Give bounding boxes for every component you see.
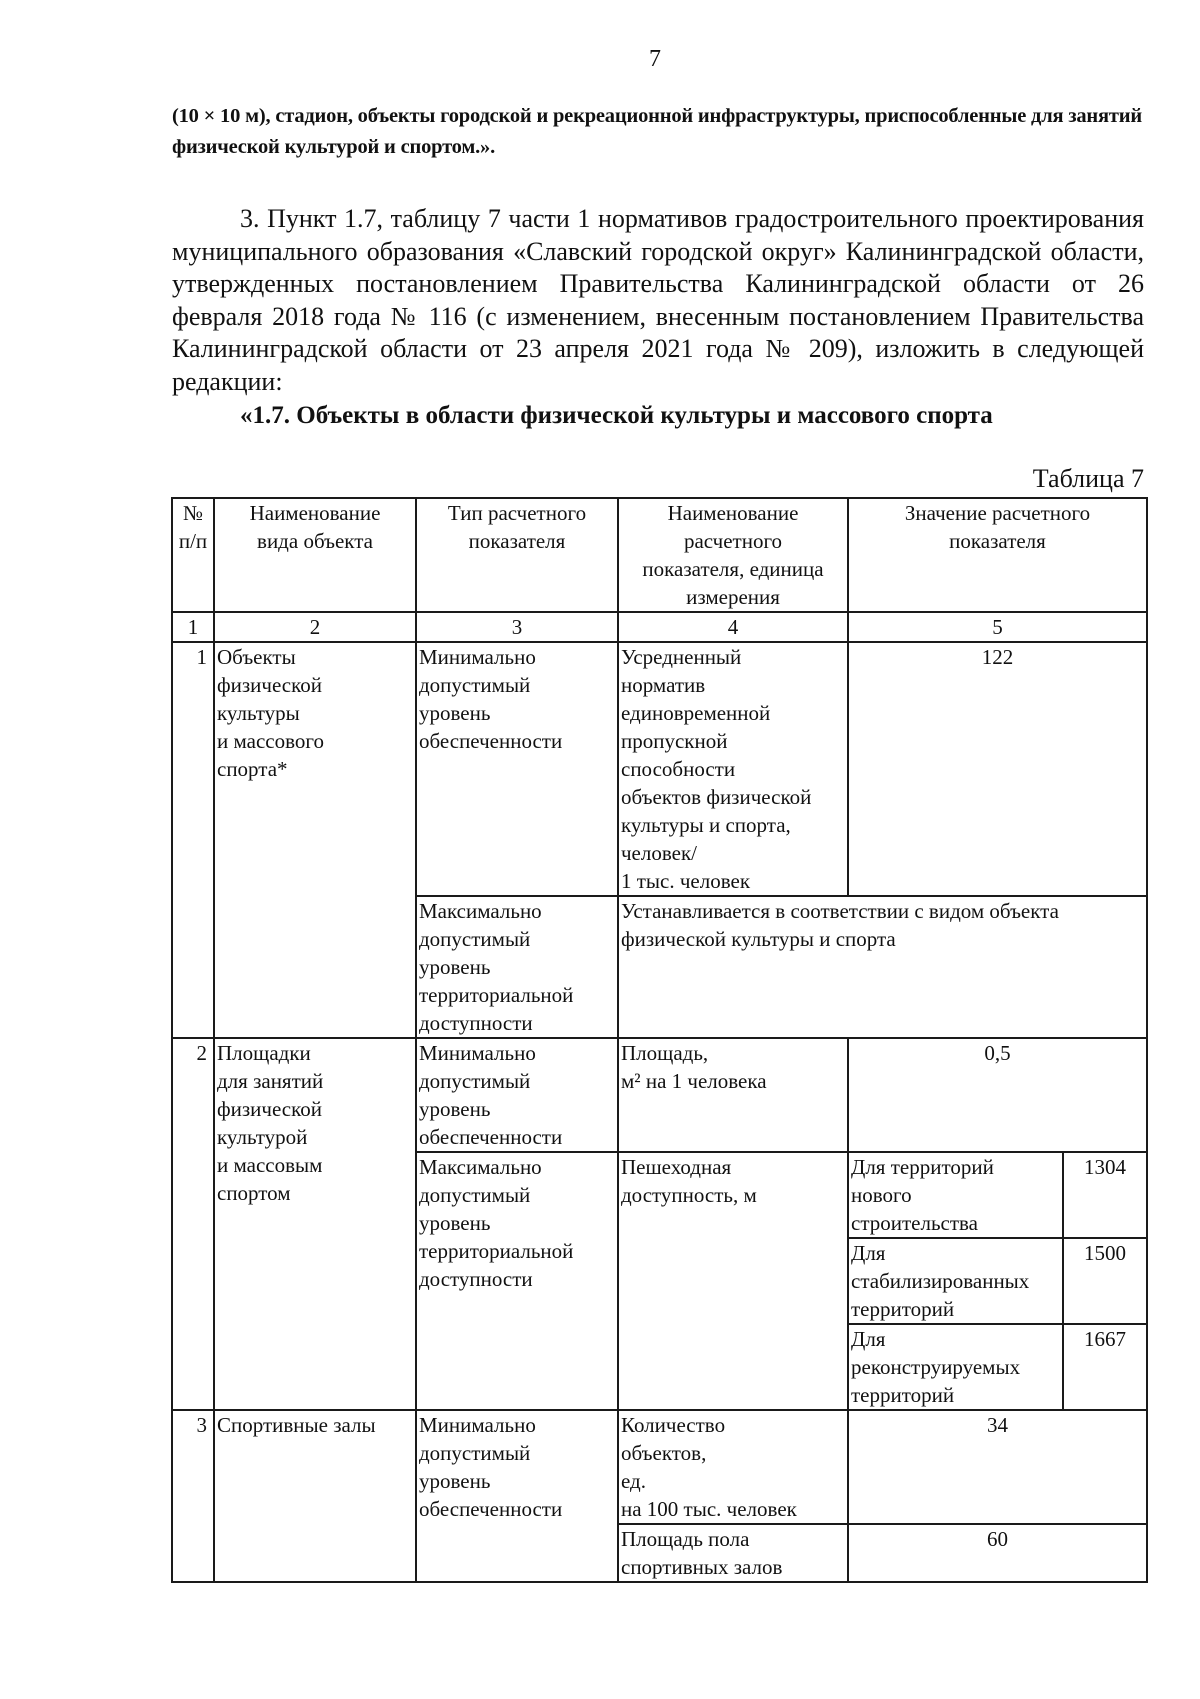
territory-label: Для территорий нового строительства xyxy=(848,1152,1063,1238)
territory-label: Для реконструируемых территорий xyxy=(848,1324,1063,1410)
table-row xyxy=(172,1038,1147,1152)
object-name: Спортивные залы xyxy=(214,1410,416,1582)
header-number: № п/п xyxy=(172,498,214,612)
object-name: Площадки для занятий физической культурой и массовым спортом xyxy=(214,1038,416,1410)
indicator-type: Минимально допустимый уровень обеспеченности xyxy=(416,1410,618,1582)
column-number-row xyxy=(172,612,1147,642)
row-number: 2 xyxy=(172,1038,214,1410)
object-name: Объекты физической культуры и массового спорта* xyxy=(214,642,416,1038)
indicator-type: Минимально допустимый уровень обеспеченности xyxy=(416,642,618,896)
territory-value: 1667 xyxy=(1063,1324,1147,1410)
col-number-4: 4 xyxy=(618,612,848,642)
indicator-value: 34 xyxy=(848,1410,1147,1524)
indicator-type: Минимально допустимый уровень обеспеченности xyxy=(416,1038,618,1152)
indicator-name: Усредненный норматив единовременной пропускной способности объектов физической культуры и спорта, человек/ 1 тыс. человек xyxy=(618,642,848,896)
indicator-value: 122 xyxy=(848,642,1147,896)
header-indicator-value: Значение расчетного показателя xyxy=(848,498,1147,612)
indicator-value: 60 xyxy=(848,1524,1147,1582)
header-object-name: Наименование вида объекта xyxy=(214,498,416,612)
indicator-value: 0,5 xyxy=(848,1038,1147,1152)
norms-table xyxy=(171,497,1148,1583)
territory-value: 1500 xyxy=(1063,1238,1147,1324)
intro-paragraph: (10 × 10 м), стадион, объекты городской и рекреационной инфраструктуры, приспособленные для занятий физической культурой и спортом.». xyxy=(172,105,1142,158)
col-number-3: 3 xyxy=(416,612,618,642)
indicator-name: Площадь, м² на 1 человека xyxy=(618,1038,848,1152)
table-caption: Таблица 7 xyxy=(1032,464,1144,493)
territory-label: Для стабилизированных территорий xyxy=(848,1238,1063,1324)
page-number: 7 xyxy=(649,46,661,72)
col-number-5: 5 xyxy=(848,612,1147,642)
table-row xyxy=(172,642,1147,896)
indicator-name: Площадь пола спортивных залов xyxy=(618,1524,848,1582)
indicator-type: Максимально допустимый уровень территориальной доступности xyxy=(416,896,618,1038)
indicator-note: Устанавливается в соответствии с видом объекта физической культуры и спорта xyxy=(618,896,1147,1038)
row-number: 3 xyxy=(172,1410,214,1582)
section-heading: «1.7. Объекты в области физической культуры и массового спорта xyxy=(240,402,993,429)
col-number-1: 1 xyxy=(172,612,214,642)
header-indicator-type: Тип расчетного показателя xyxy=(416,498,618,612)
table-header-row xyxy=(172,498,1147,612)
territory-value: 1304 xyxy=(1063,1152,1147,1238)
indicator-name: Пешеходная доступность, м xyxy=(618,1152,848,1410)
amendment-paragraph: 3. Пункт 1.7, таблицу 7 части 1 нормативов градостроительного проектирования муниципального образования «Славский городской округ» Калининградской области, утвержденных постановлением Правительства Калининградской области от 26 февраля 2018 года № 116 (с изменением, внесенным постановлением Правительства Калининградской области от 23 апреля 2021 года № 209), изложить в следующей редакции: xyxy=(172,204,1144,396)
row-number: 1 xyxy=(172,642,214,1038)
indicator-type: Максимально допустимый уровень территориальной доступности xyxy=(416,1152,618,1410)
col-number-2: 2 xyxy=(214,612,416,642)
indicator-name: Количество объектов, ед. на 100 тыс. человек xyxy=(618,1410,848,1524)
table-row xyxy=(172,1410,1147,1524)
header-indicator-name: Наименование расчетного показателя, единица измерения xyxy=(618,498,848,612)
